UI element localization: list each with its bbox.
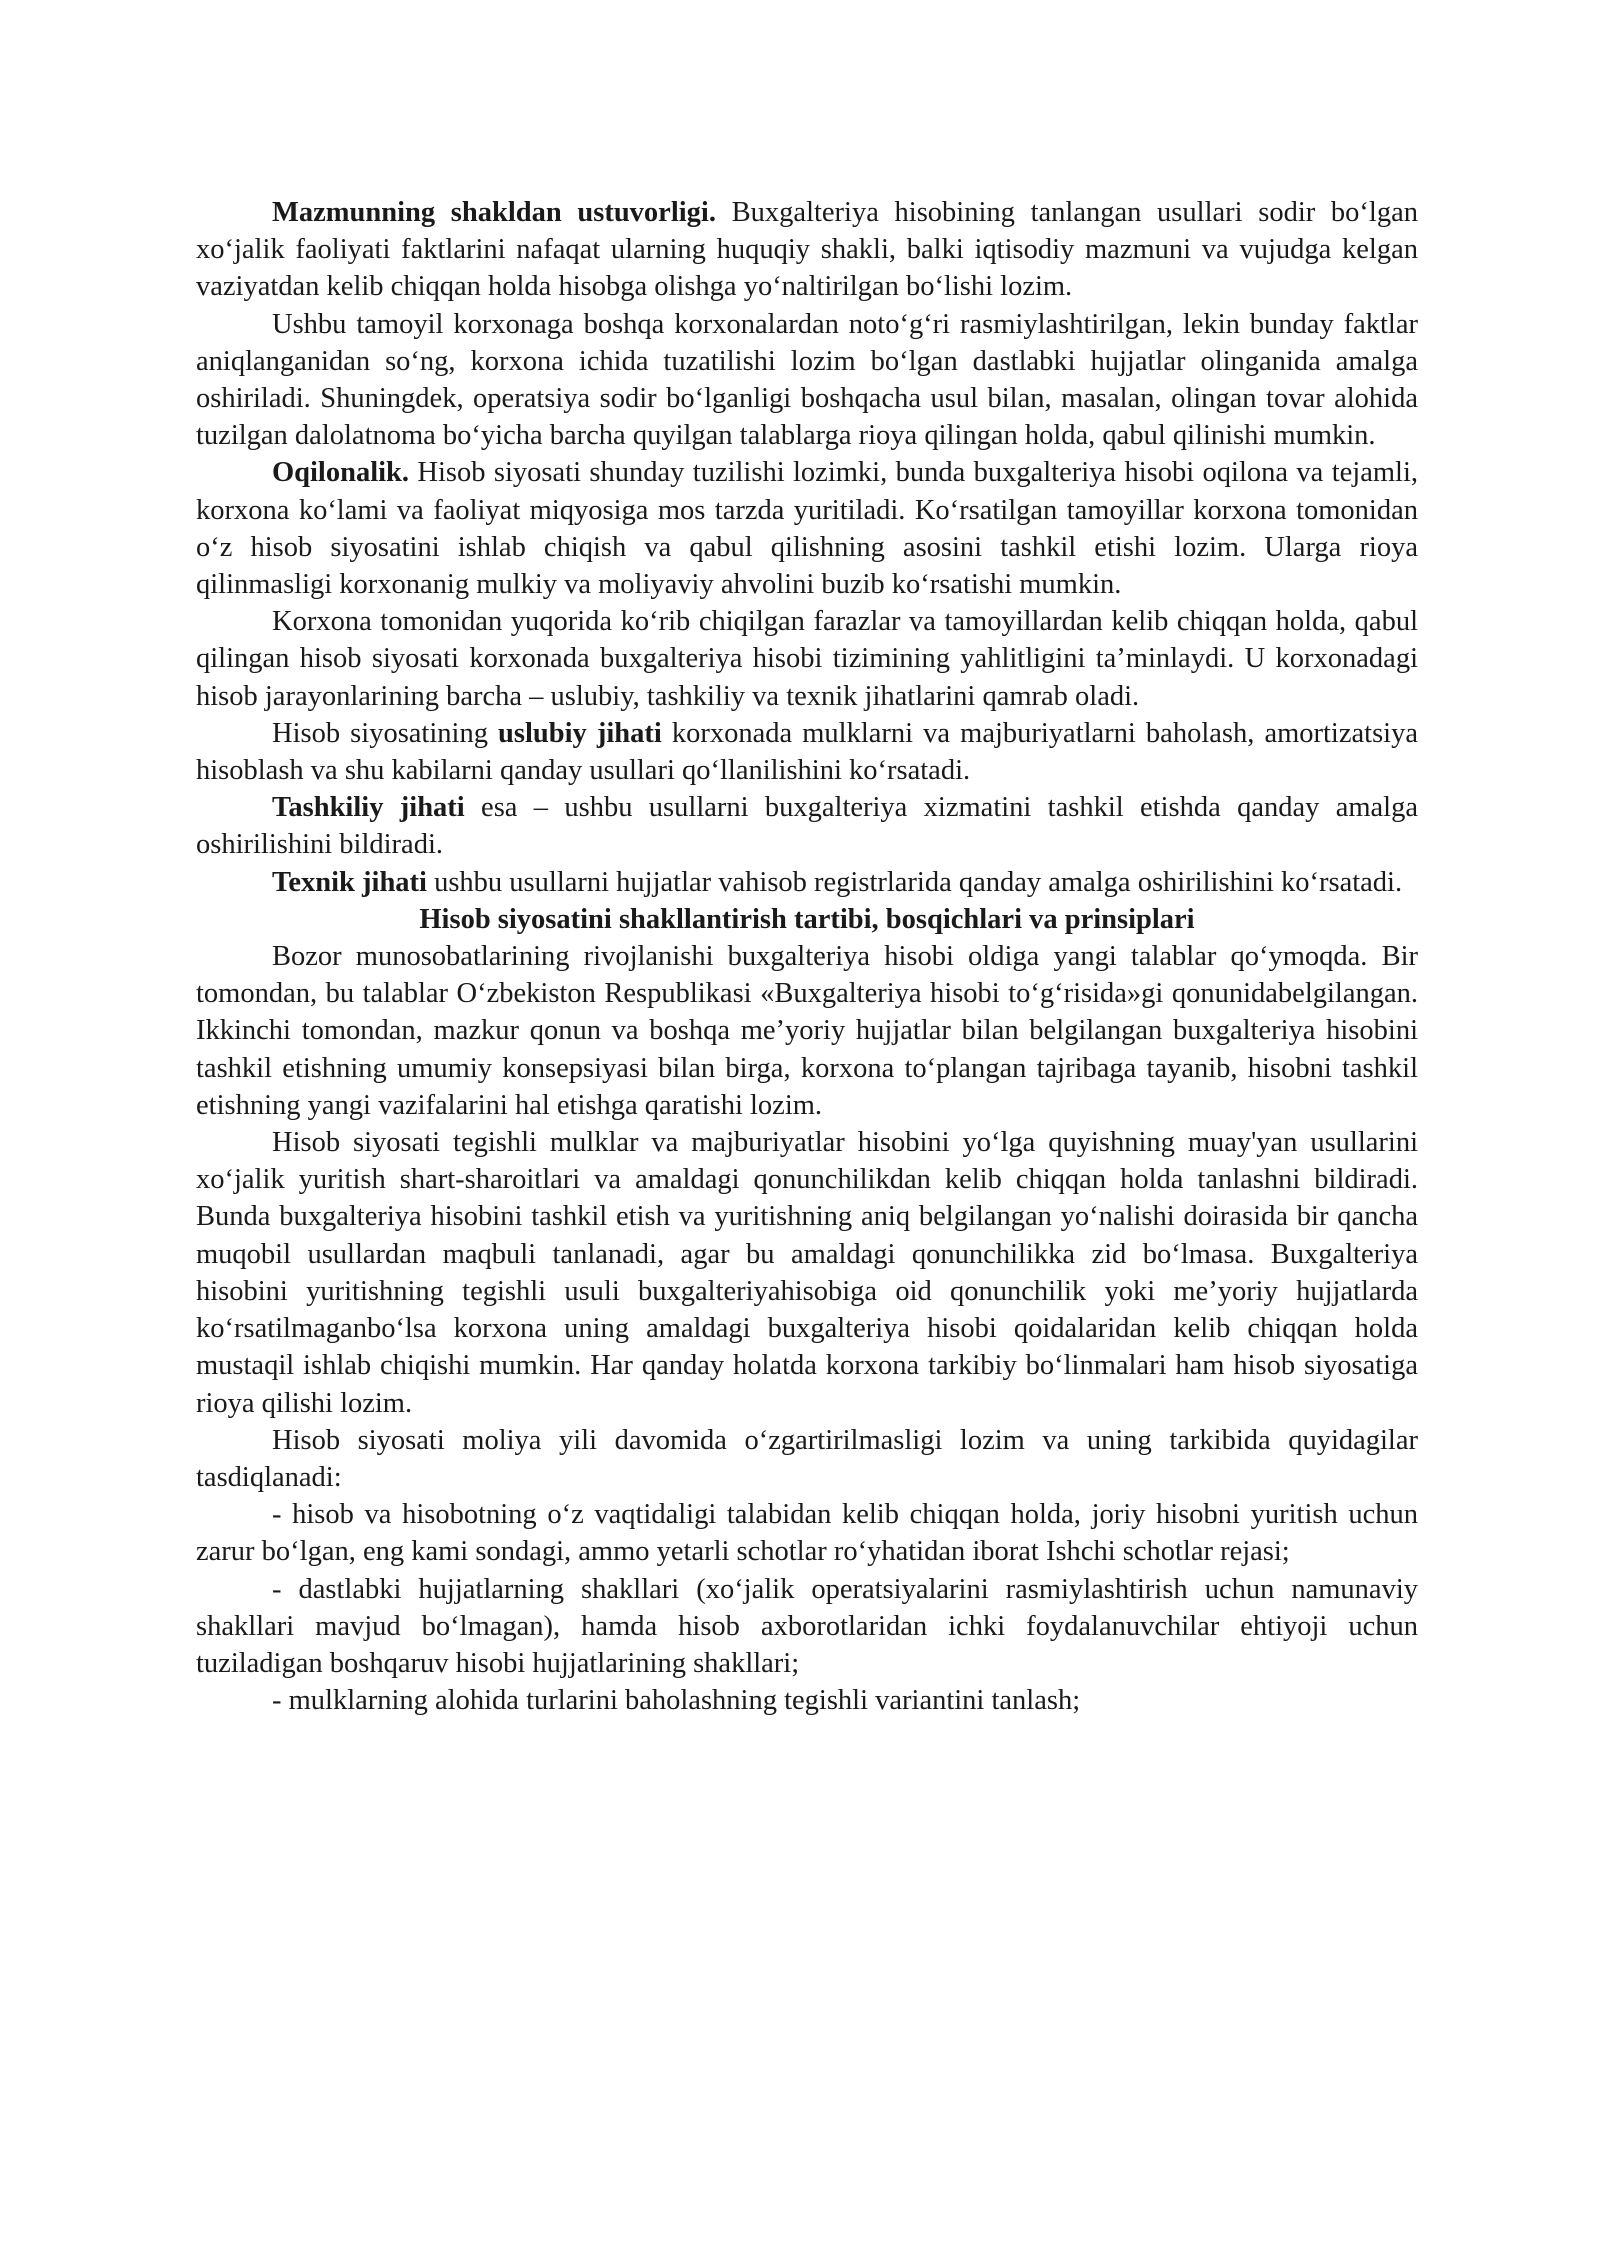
document-page [196, 194, 1418, 1719]
term-methodological-aspect: uslubiy jihati [498, 717, 662, 749]
paragraph-rationality [196, 454, 1418, 603]
paragraph-policy-contents [196, 1422, 1418, 1496]
paragraph-text: Hisob siyosati tegishli mulklar va majburiyatlar hisobini yo‘lga quyishning muay'yan usullarini xo‘jalik yuritish shart-sharoitlari va amaldagi qonunchilikdan kelib chiqqan holda tanlashni bildiradi. Bunda buxgalteriya hisobini tashkil etish va yuritishning aniq belgilangan yo‘nalishi doirasida bir qancha muqobil usullardan maqbuli tanlanadi, agar bu amaldagi qonunchilikka zid bo‘lmasa. Buxgalteriya hisobini yuritishning tegishli usuli buxgalteriyahisobiga oid qonunchilik yoki me’yoriy hujjatlarda ko‘rsatilmaganbo‘lsa korxona uning amaldagi buxgalteriya hisobi qoidalaridan kelib chiqqan holda mustaqil ishlab chiqishi mumkin. Har qanday holatda korxona tarkibiy bo‘linmalari ham hisob siyosatiga rioya qilishi lozim. [196, 1127, 1418, 1419]
section-heading: Hisob siyosatini shakllantirish tartibi, bosqichlari va prinsiplari [419, 903, 1195, 935]
paragraph-text: Buxgalteriya hisobining tanlangan usullari sodir bo‘lgan xo‘jalik faoliyati faktlarini nafaqat ularning huquqiy shakli, balki iqtisodiy mazmuni va vujudga kelgan vaziyatdan kelib chiqqan holda hisobga olishga yo‘naltirilgan bo‘lishi lozim. [196, 197, 1418, 303]
paragraph-text: Hisob siyosati moliya yili davomida o‘zgartirilmasligi lozim va uning tarkibida quyidagilar tasdiqlanadi: [196, 1424, 1418, 1493]
list-item-text: - dastlabki hujjatlarning shakllari (xo‘jalik operatsiyalarini rasmiylashtirish uchun namunaviy shakllari mavjud bo‘lmagan), hamda hisob axborotlaridan ichki foydalanuvchilar ehtiyoji uchun tuziladigan boshqaruv hisobi hujjatlarining shakllari; [196, 1573, 1418, 1679]
paragraph-text: korxonada mulklarni va majburiyatlarni baholash, amortizatsiya hisoblash va shu kabilarni qanday usullari qo‘llanilishini ko‘rsatadi. [196, 717, 1418, 787]
paragraph-text: Bozor munosobatlarining rivojlanishi buxgalteriya hisobi oldiga yangi talablar qo‘ymoqda. Bir tomondan, bu talablar O‘zbekiston Respublikasi «Buxgalteriya hisobi to‘g‘risida»gi qonunidabelgilangan. Ikkinchi tomondan, mazkur qonun va boshqa me’yoriy hujjatlar bilan belgilangan buxgalteriya hisobini tashkil etishning umumiy konsepsiyasi bilan birga, korxona to‘plangan tajribaga tayanib, hisobni tashkil etishning yangi vazifalarini hal etishga qaratishi lozim. [196, 941, 1418, 1121]
paragraph-organizational-aspect [196, 789, 1418, 863]
term-rationality: Oqilonalik. [272, 457, 410, 489]
list-item-text: - mulklarning alohida turlarini baholashning tegishli variantini tanlash; [272, 1685, 1081, 1717]
paragraph-text: Ushbu tamoyil korxonaga boshqa korxonalardan noto‘g‘ri rasmiylashtirilgan, lekin bunday faktlar aniqlanganidan so‘ng, korxona ichida tuzatilishi lozim bo‘lgan dastlabki hujjatlar olinganida amalga oshiriladi. Shuningdek, operatsiya sodir bo‘lganligi boshqacha usul bilan, masalan, olingan tovar alohida tuzilgan dalolatnoma bo‘yicha barcha quyilgan talablarga rioya qilingan holda, qabul qilinishi mumkin. [196, 308, 1418, 452]
paragraph-text: ushbu usullarni hujjatlar vahisob registrlarida qanday amalga oshirilishini ko‘rsatadi. [426, 866, 1403, 898]
paragraph-technical-aspect [196, 864, 1418, 901]
paragraph-text: Hisob siyosati shunday tuzilishi lozimki, bunda buxgalteriya hisobi oqilona va tejamli, korxona ko‘lami va faoliyat miqyosiga mos tarzda yuritiladi. Ko‘rsatilgan tamoyillar korxona tomonidan o‘z hisob siyosatini ishlab chiqish va qabul qilishning asosini tashkil etishi lozim. Ularga rioya qilinmasligi korxonanig mulkiy va moliyaviy ahvolini buzib ko‘rsatishi mumkin. [196, 457, 1418, 601]
term-organizational-aspect: Tashkiliy jihati [272, 792, 465, 824]
list-item-text: - hisob va hisobotning o‘z vaqtidaligi talabidan kelib chiqqan holda, joriy hisobni yuritish uchun zarur bo‘lgan, eng kami sondagi, ammo yetarli schotlar ro‘yhatidan iborat Ishchi schotlar rejasi; [196, 1499, 1418, 1568]
term-technical-aspect: Texnik jihati [272, 866, 427, 898]
paragraph-text: Korxona tomonidan yuqorida ko‘rib chiqilgan farazlar va tamoyillardan kelib chiqqan holda, qabul qilingan hisob siyosati korxonada buxgalteriya hisobi tizimining yahlitligini ta’minlaydi. U korxonadagi hisob jarayonlarining barcha – uslubiy, tashkiliy va texnik jihatlarini qamrab oladi. [196, 606, 1418, 712]
term-content-priority: Mazmunning shakldan ustuvorligi. [272, 197, 716, 228]
paragraph-integrity [196, 603, 1418, 715]
paragraph-policy-definition [196, 1124, 1418, 1422]
list-item-asset-valuation [196, 1682, 1418, 1719]
paragraph-text-pre: Hisob siyosatining [272, 717, 499, 749]
paragraph-text: esa – ushbu usullarni buxgalteriya xizmatini tashkil etishda qanday amalga oshirilishini bildiradi. [196, 792, 1418, 861]
paragraph-content-priority [196, 194, 1418, 306]
list-item-chart-of-accounts [196, 1496, 1418, 1570]
paragraph-market-relations [196, 938, 1418, 1124]
list-item-document-forms [196, 1571, 1418, 1683]
paragraph-principle-application [196, 306, 1418, 455]
paragraph-methodological-aspect [196, 715, 1418, 789]
